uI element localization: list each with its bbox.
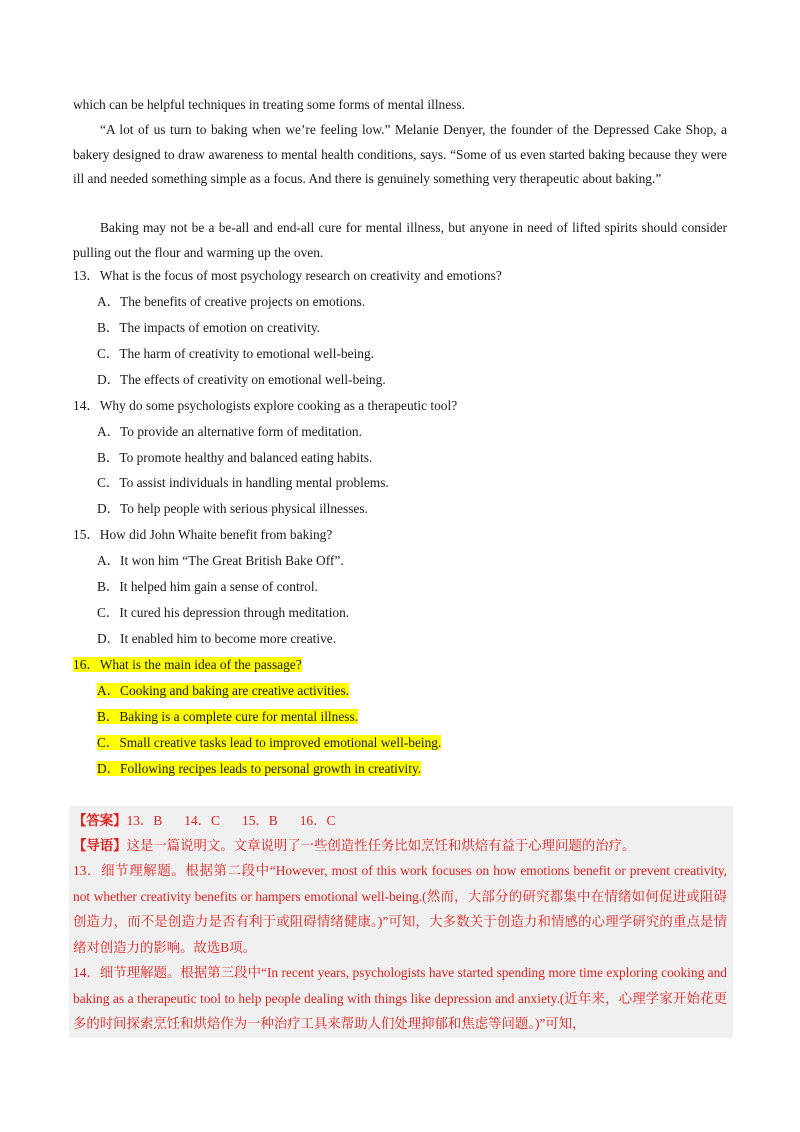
question-16-option-a	[97, 681, 349, 701]
passage-paragraph-1-tail: which can be helpful techniques in treating some forms of mental illness.	[73, 97, 465, 112]
guide-text: 这是一篇说明文。文章说明了一些创造性任务比如烹饪和烘焙有益于心理问题的治疗。	[126, 838, 636, 853]
guide-tag: 【导语】	[73, 838, 127, 853]
question-13-option-b: B．The impacts of emotion on creativity.	[97, 320, 320, 335]
highlight: 16．What is the main idea of the passage?	[73, 657, 302, 672]
question-15-option-d: D．It enabled him to become more creative.	[97, 631, 337, 646]
question-14-option-b: B．To promote healthy and balanced eating habits.	[97, 450, 373, 465]
question-15-option-b: B．It helped him gain a sense of control.	[97, 579, 318, 594]
answer-tag: 【答案】	[73, 813, 127, 828]
answer-15: 15．B	[242, 813, 278, 828]
highlight: A．Cooking and baking are creative activities.	[97, 683, 350, 698]
highlight: B．Baking is a complete cure for mental illness.	[97, 709, 359, 724]
question-16-stem	[73, 655, 302, 675]
answer-13: 13．B	[126, 813, 163, 828]
highlight: D．Following recipes leads to personal growth in creativity.	[97, 761, 422, 776]
answer-16: 16．C	[299, 813, 336, 828]
question-14-option-a: A．To provide an alternative form of meditation.	[97, 424, 362, 439]
passage-paragraph-2: “A lot of us turn to baking when we’re feeling low.” Melanie Denyer, the founder of the Depressed Cake Shop, a bakery designed to draw awareness to mental health conditions, says. “Some of us even started baking because they were ill and needed something simple as a focus. And there is genuinely something very therapeutic about baking.”	[73, 122, 727, 186]
answer-14: 14．C	[184, 813, 220, 828]
question-13-option-d: D．The effects of creativity on emotional well-being.	[97, 372, 386, 387]
question-13-stem: 13．What is the focus of most psychology research on creativity and emotions?	[73, 268, 502, 283]
question-15-option-c: C．It cured his depression through meditation.	[97, 605, 350, 620]
question-14-option-c: C．To assist individuals in handling mental problems.	[97, 475, 389, 490]
answer-line	[73, 808, 727, 834]
question-15-stem: 15．How did John Whaite benefit from baking?	[73, 527, 333, 542]
question-13-option-a: A．The benefits of creative projects on emotions.	[97, 294, 366, 309]
question-14-option-d: D．To help people with serious physical illnesses.	[97, 501, 368, 516]
explanation-14: 14．细节理解题。根据第三段中“In recent years, psychologists have started spending more time exploring cooking and baking as a therapeutic tool to help people dealing with things like depression and anxiety.(近年来，心理学家开始花更多的时间探索烹饪和烘焙作为一种治疗工具来帮助人们处理抑郁和焦虑等问题。)”可知，	[73, 965, 727, 1031]
guide-line	[73, 833, 727, 859]
passage-paragraph-3: Baking may not be a be-all and end-all cure for mental illness, but anyone in need of lifted spirits should consider pulling out the flour and warming up the oven.	[73, 220, 727, 260]
highlight: C．Small creative tasks lead to improved emotional well-being.	[97, 735, 442, 750]
question-16-option-c	[97, 733, 441, 753]
question-14-stem: 14．Why do some psychologists explore cooking as a therapeutic tool?	[73, 398, 458, 413]
question-16-option-b	[97, 707, 358, 727]
question-13-option-c: C．The harm of creativity to emotional well-being.	[97, 346, 375, 361]
question-16-option-d	[97, 759, 421, 779]
question-15-option-a: A．It won him “The Great British Bake Off”.	[97, 553, 344, 568]
explanation-13: 13．细节理解题。根据第二段中“However, most of this work focuses on how emotions benefit or prevent creativity, not whether creativity benefits or hampers emotional well-being.(然而，大部分的研究都集中在情绪如何促进或阻碍创造力，而不是创造力是否有利于或阻碍情绪健康。)”可知，大多数关于创造力和情感的心理学研究的重点是情绪对创造力的影响。故选B项。	[73, 863, 728, 955]
